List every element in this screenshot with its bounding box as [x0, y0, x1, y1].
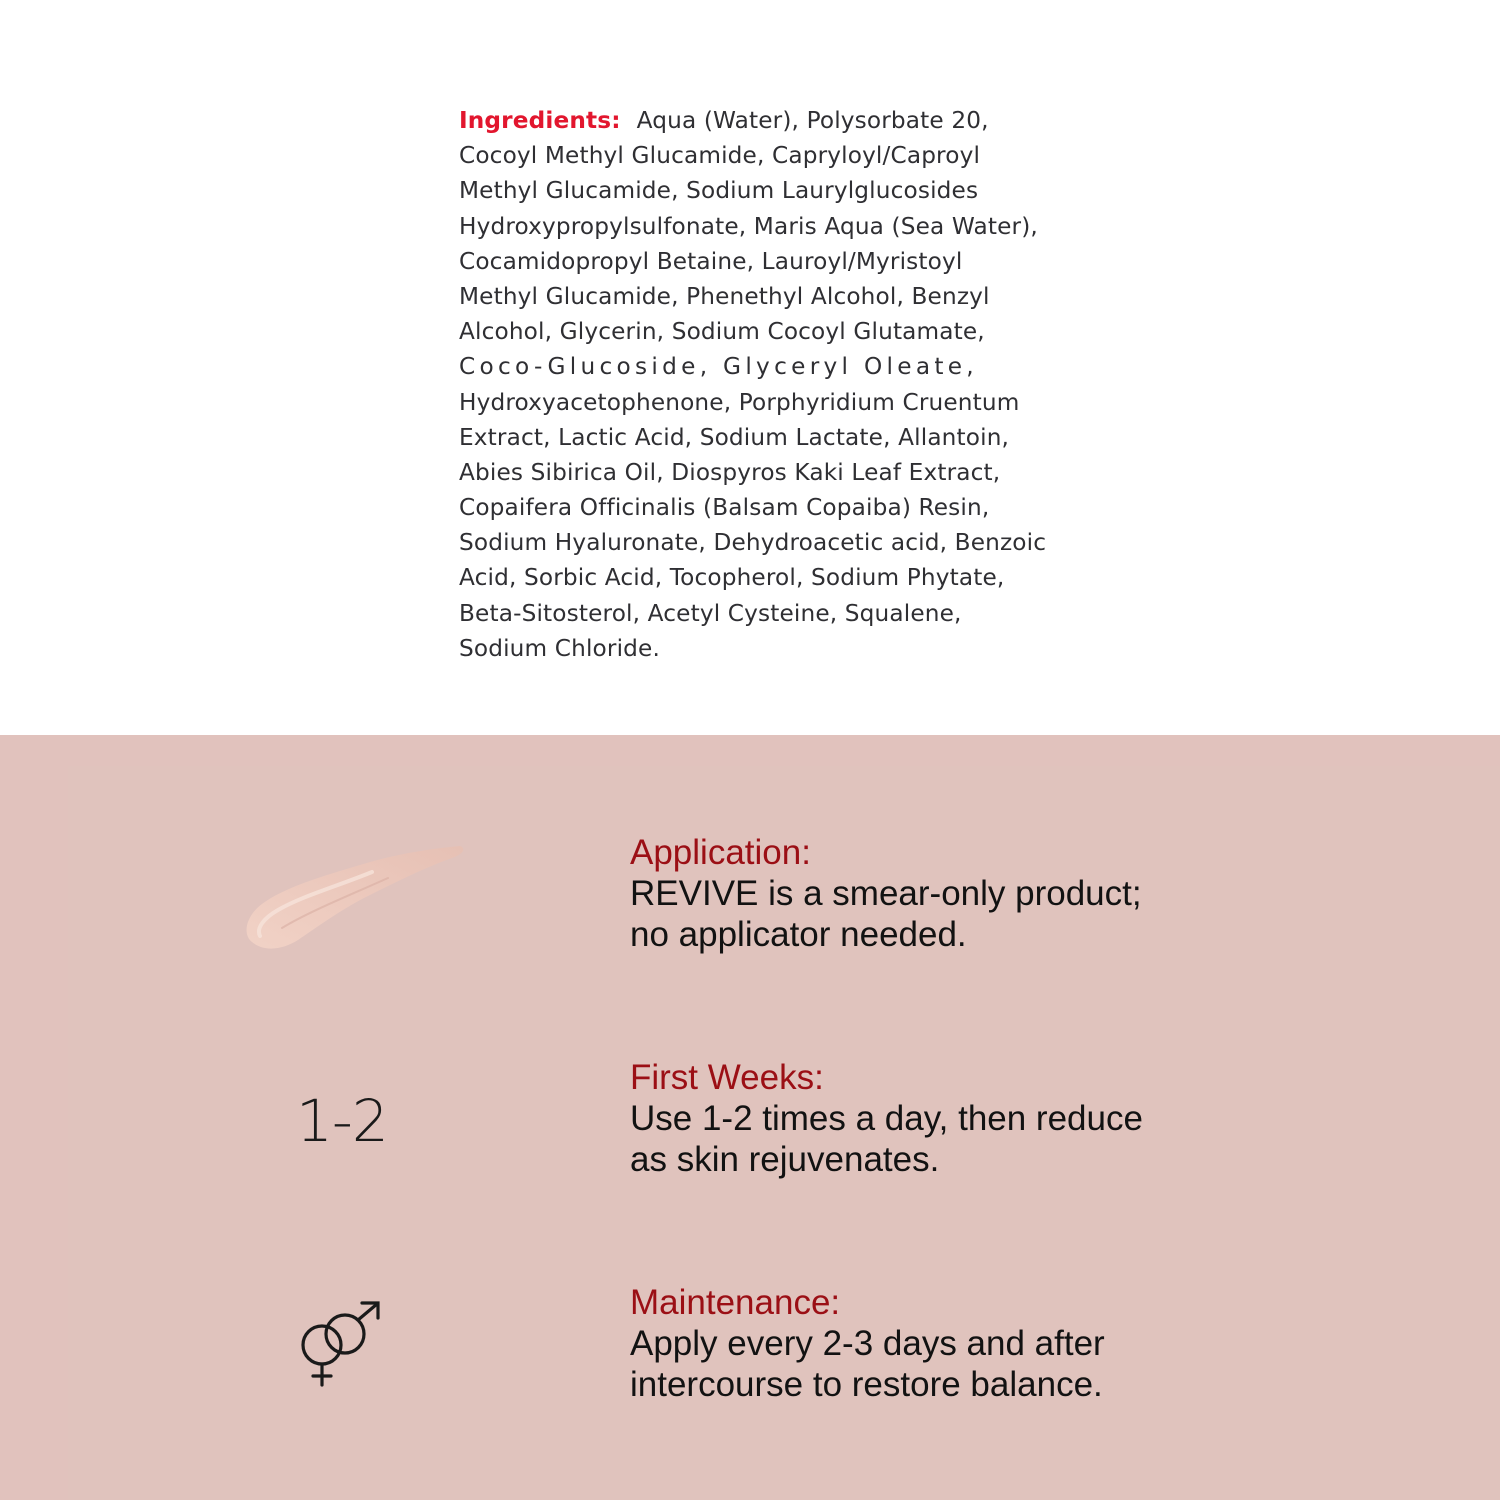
first-weeks-section	[630, 1057, 1330, 1180]
cream-smear-icon	[238, 838, 470, 958]
application-title: Application:	[630, 833, 811, 872]
ingredients-line: Cocamidopropyl Betaine, Lauroyl/Myristoyl	[459, 247, 963, 275]
ingredients-line: Beta-Sitosterol, Acetyl Cysteine, Squalene,	[459, 599, 962, 627]
ingredients-label: Ingredients:	[459, 107, 621, 134]
maintenance-title: Maintenance:	[630, 1283, 841, 1322]
male-female-symbol-icon	[296, 1298, 386, 1390]
ingredients-line: Hydroxypropylsulfonate, Maris Aqua (Sea Water),	[459, 212, 1038, 240]
maintenance-text-line: intercourse to restore balance.	[630, 1365, 1103, 1404]
ingredients-line: Coco-Glucoside, Glyceryl Oleate,	[459, 353, 978, 381]
maintenance-section	[630, 1282, 1330, 1405]
application-text-line: REVIVE is a smear-only product;	[630, 874, 1142, 913]
application-section	[630, 832, 1330, 955]
ingredients-line: Acid, Sorbic Acid, Tocopherol, Sodium Phytate,	[459, 564, 1005, 592]
ingredients-line: Aqua (Water), Polysorbate 20,	[636, 107, 989, 134]
first-weeks-text-line: Use 1-2 times a day, then reduce	[630, 1099, 1143, 1138]
application-text-line: no applicator needed.	[630, 915, 967, 954]
ingredients-line: Abies Sibirica Oil, Diospyros Kaki Leaf Extract,	[459, 458, 1001, 486]
ingredients-line: Copaifera Officinalis (Balsam Copaiba) Resin,	[459, 494, 990, 522]
ingredients-line: Methyl Glucamide, Phenethyl Alcohol, Benzyl	[459, 282, 990, 310]
first-weeks-text-line: as skin rejuvenates.	[630, 1140, 940, 1179]
maintenance-text-line: Apply every 2-3 days and after	[630, 1324, 1105, 1363]
ingredients-line: Alcohol, Glycerin, Sodium Cocoyl Glutamate,	[459, 318, 985, 346]
ingredients-line: Cocoyl Methyl Glucamide, Capryloyl/Caproyl	[459, 142, 981, 170]
ingredients-list	[459, 103, 1059, 666]
ingredients-line: Sodium Hyaluronate, Dehydroacetic acid, Benzoic	[459, 529, 1047, 557]
ingredients-line: Hydroxyacetophenone, Porphyridium Cruentum	[459, 388, 1020, 416]
ingredients-first-line	[459, 103, 1059, 138]
ingredients-line: Extract, Lactic Acid, Sodium Lactate, Allantoin,	[459, 423, 1010, 451]
ingredients-line: Sodium Chloride.	[459, 634, 660, 662]
frequency-badge: 1-2	[296, 1087, 388, 1155]
first-weeks-title: First Weeks:	[630, 1058, 824, 1097]
ingredients-line: Methyl Glucamide, Sodium Laurylglucosides	[459, 177, 979, 205]
